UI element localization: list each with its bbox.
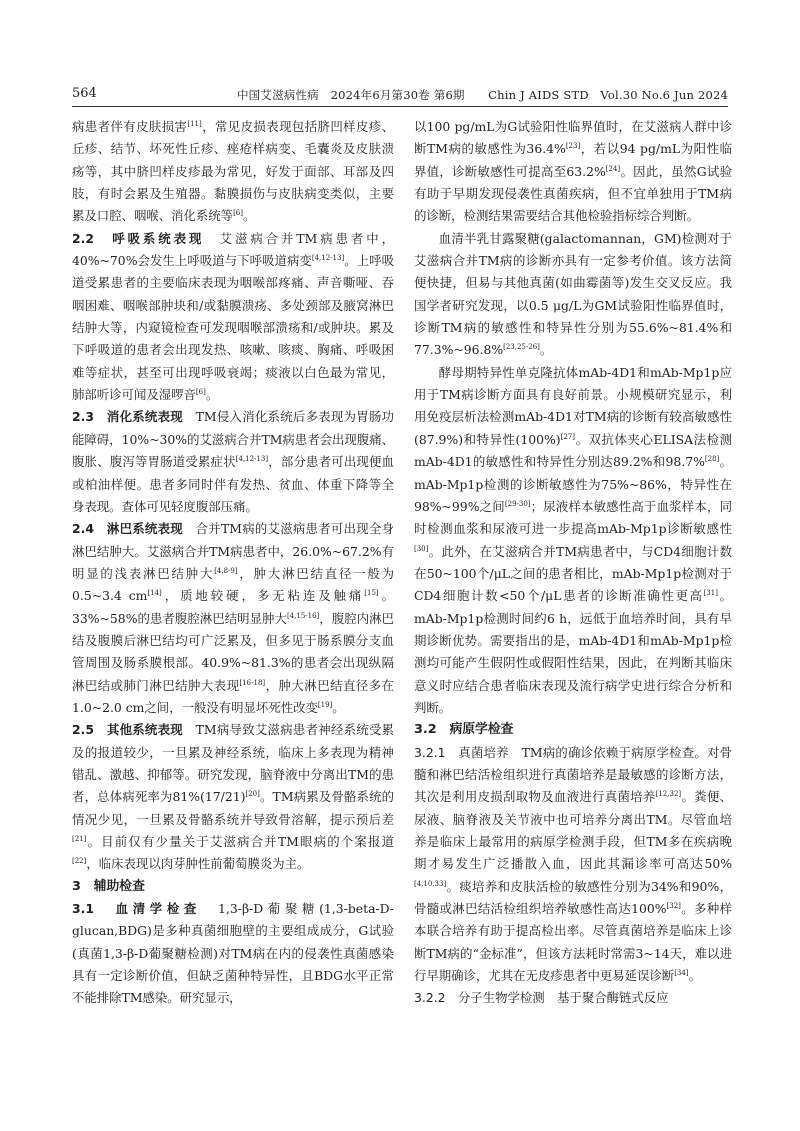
citation: [23,25-26] xyxy=(503,343,540,352)
text-run: 。此外，在艾滋病合并TM病患者中，与CD4细胞计数在50~100个/μL之间的患者相比，mAb-Mp1p检测对于CD4细胞计数<50个/μL患者的诊断准确性更高 xyxy=(414,543,732,604)
text-run: 。粪便、尿液、脑脊液及关节液中也可培养分离出TM。尽管血培养是临床上最常用的病原学检测手段，但TM多在疾病晚期才易发生广泛播散入血，因此其漏诊率可高达50% xyxy=(414,789,733,872)
citation: [30] xyxy=(414,544,429,553)
citation: [4,12-13] xyxy=(235,455,269,464)
text-run: 。 xyxy=(243,208,256,224)
text-run: 。 xyxy=(332,699,345,715)
running-title: 中国艾滋病性病 2024年6月第30卷 第6期 Chin J AIDS STD Vol.30 No.6 Jun 2024 xyxy=(236,88,728,102)
right-column xyxy=(414,116,732,1010)
text-run: 艾滋病合并TM病患者中，40%~70%会发生上呼吸道与下呼吸道病变 xyxy=(72,230,395,269)
section-3-2-heading: 3.2 病原学检查 xyxy=(414,722,514,738)
citation: [21] xyxy=(72,834,87,843)
text-run: TM侵入消化系统后多表现为胃肠功能障碍，10%~30%的艾滋病合并TM病患者会出现腹痛、腹胀、腹泻等胃肠道受累症状 xyxy=(72,409,395,470)
text-run: ，肿大淋巴结直径一般为0.5~3.4 cm xyxy=(72,565,395,604)
text-run: 合并TM病的艾滋病患者可出现全身淋巴结肿大。艾滋病合并TM病患者中，26.0%~67.2%有明显的浅表淋巴结肿大 xyxy=(72,521,395,581)
citation: [4,8-9] xyxy=(214,566,238,575)
text-run: 。 xyxy=(688,968,701,984)
text-run: ；尿液样本敏感性高于血浆样本，同时检测血浆和尿液可进一步提高mAb-Mp1p诊断敏感性 xyxy=(414,498,732,537)
citation: [4,15-16] xyxy=(286,611,320,620)
text-run: 。双抗体夹心ELISA法检测mAb-4D1的敏感性和特异性分别达89.2%和98.7% xyxy=(414,431,732,470)
text-run: 。 xyxy=(205,387,219,403)
section-heading: 2.2 呼吸系统表现 xyxy=(72,230,205,246)
text-run: ，腹腔内淋巴结及腹膜后淋巴结均可广泛累及，但多见于肠系膜分支血管周围及肠系膜根部。40.9%~81.3%的患者会出现纵隔淋巴结或肺门淋巴结肿大表现 xyxy=(72,610,394,693)
subsection-heading: 3.2.2 分子生物学检测 xyxy=(414,990,545,1006)
citation: [24] xyxy=(605,164,621,173)
section-2-3 xyxy=(72,406,394,518)
paragraph-g-test xyxy=(414,116,732,228)
text-run: 1,3-β-D葡聚糖(1,3-beta-D-glucan,BDG)是多种真菌细胞壁的主要组成成分，G试验(真菌1,3-β-D葡聚糖检测)对TM病在内的侵袭性真菌感染具有一定诊断价值，但缺乏菌种特异性，且BDG水平正常不能排除TM感染。研究显示， xyxy=(72,901,394,1006)
text-run: ，质地较硬，多无粘连及触痛 xyxy=(161,588,365,604)
text-run: 。因此，虽然G试验有助于早期发现侵袭性真菌疾病，但不宜单独用于TM病的诊断，检测结果需要结合其他检验指标综合判断。 xyxy=(414,163,732,224)
citation: [6] xyxy=(195,388,206,396)
citation: [4,12-13] xyxy=(311,253,345,262)
text-run: 。33%~58%的患者腹腔淋巴结明显肿大 xyxy=(72,588,395,626)
text-run: 。多种样本联合培养有助于提高检出率。尽管真菌培养是临床上诊断TM病的“金标准”，但该方法耗时常需3~14天，难以进行早期确诊，尤其在无皮疹患者中更易延误诊断 xyxy=(414,901,732,984)
page-header xyxy=(72,86,728,104)
text-run: 。TM病累及骨骼系统的情况少见，一旦累及骨骼系统并导致骨溶解，提示预后差 xyxy=(72,789,395,827)
text-run: 。mAb-Mp1p检测的诊断敏感性为75%~86%，特异性在98%~99%之间 xyxy=(414,454,732,514)
left-column xyxy=(72,116,394,1010)
text-run: ，临床表现以肉芽肿性前葡萄膜炎为主。 xyxy=(86,856,310,872)
paragraph-antibody xyxy=(414,362,732,720)
text-run: 血清半乳甘露聚糖(galactomannan，GM)检测对于艾滋病合并TM病的诊断亦具有一定参考价值。该方法简便快捷，但易与其他真菌(如曲霉菌等)发生交叉反应。我国学者研究发现，以0.5 μg/L为GM试验阳性临界值时，诊断TM病的敏感性和特异性分别为55.6%~81.4%和77.3%~96.8% xyxy=(414,230,732,358)
citation: [16-18] xyxy=(239,678,266,687)
text-run: 以100 pg/mL为G试验阳性临界值时，在艾滋病人群中诊断TM病的敏感性为36.4% xyxy=(414,119,732,157)
text-run: 基于聚合酶链式反应 xyxy=(544,990,669,1006)
paragraph-gm-test xyxy=(414,228,732,362)
section-2-5 xyxy=(72,719,394,875)
section-heading: 2.5 其他系统表现 xyxy=(72,722,183,738)
text-run: 。目前仅有少量关于艾滋病合并TM眼病的个案报道 xyxy=(86,834,394,849)
subsection-heading: 3.2.1 真菌培养 xyxy=(414,744,509,760)
text-run: 。上呼吸道受累患者的主要临床表现为咽喉部疼痛、声音嘶哑、吞咽困难、咽喉部肿块和/或黏膜溃疡、多处颈部及腋窝淋巴结肿大等，内窥镜检查可发现咽喉部溃疡和/或肿块。累及下呼吸道的患者会出现发热、咳嗽、咳痰、胸痛、呼吸困难等症状，甚至可出现呼吸衰竭；痰液以白色最为常见，肺部听诊可闻及湿啰音 xyxy=(72,253,394,403)
citation: [14] xyxy=(147,589,162,598)
section-3-2-1 xyxy=(414,742,732,988)
citation: [34] xyxy=(674,968,689,977)
text-run: ，肿大淋巴结直径多在1.0~2.0 cm之间，一般没有明显坏死性改变 xyxy=(72,677,395,715)
section-3-heading: 3 辅助检查 xyxy=(72,878,145,894)
citation: [32] xyxy=(666,901,681,910)
citation: [28] xyxy=(704,455,720,464)
citation: [12,32] xyxy=(655,790,682,799)
section-3-1 xyxy=(72,898,394,1010)
citation: [29-30] xyxy=(504,499,531,508)
text-run: ，常见皮损表现包括脐凹样皮疹、丘疹、结节、坏死性丘疹、痤疮样病变、毛囊炎及皮肤溃疡等，其中脐凹样皮疹最为常见，好发于面部、耳部及四肢，有时会累及生殖器。黏膜损伤与皮肤病变类似，主要累及口腔、咽喉、消化系统等 xyxy=(72,119,394,224)
header-rule xyxy=(72,106,728,107)
section-heading: 2.4 淋巴系统表现 xyxy=(72,521,183,537)
section-heading: 2.3 消化系统表现 xyxy=(72,409,183,425)
citation: [11] xyxy=(187,119,202,128)
text-run: ，部分患者可出现便血或柏油样便。患者多同时伴有发热、贫血、体重下降等全身表现。查体可见轻度腹部压痛。 xyxy=(72,454,395,514)
page-number: 564 xyxy=(72,86,97,101)
text-run: 。 xyxy=(539,342,553,358)
text-run: 酵母期特异性单克隆抗体mAb-4D1和mAb-Mp1p应用于TM病诊断方面具有良好前景。小规模研究显示，利用免疫层析法检测mAb-4D1对TM病的诊断有较高敏感性(87.9%)和特异性(100%) xyxy=(414,364,732,447)
citation: [27] xyxy=(560,432,575,441)
paragraph-skin xyxy=(72,116,394,228)
text-run: TM病导致艾滋病患者神经系统受累及的报道较少，一旦累及神经系统，临床上多表现为精神错乱、激越、抑郁等。研究发现，脑脊液中分离出TM的患者，总体病死率为81%(17/21) xyxy=(72,722,395,805)
citation: [4,10,33] xyxy=(414,879,447,888)
text-run: TM病的确诊依赖于病原学检查。对骨髓和淋巴结活检组织进行真菌培养是最敏感的诊断方法，其次是利用皮损刮取物及血液进行真菌培养 xyxy=(414,744,733,805)
citation: [20] xyxy=(245,790,260,799)
section-2-2 xyxy=(72,228,394,407)
section-3-2-2 xyxy=(414,987,732,1009)
section-heading: 3.1 血清学检查 xyxy=(72,901,201,917)
text-run: 病患者伴有皮肤损害 xyxy=(72,119,188,134)
citation: [15] xyxy=(364,589,379,598)
citation: [22] xyxy=(72,857,87,866)
text-run: ，若以94 pg/mL为阳性临界值，诊断敏感性可提高至63.2% xyxy=(414,141,732,179)
citation: [31] xyxy=(703,589,718,598)
citation: [23] xyxy=(565,142,581,151)
text-run: 。痰培养和皮肤活检的敏感性分别为34%和90%，骨髓或淋巴结活检组织培养敏感性高达100% xyxy=(414,878,732,917)
text-run: 。mAb-Mp1p检测时间约6 h，远低于血培养时间，具有早期诊断优势。需要指出的是，mAb-4D1和mAb-Mp1p检测均可能产生假阴性或假阳性结果，因此，在判断其临床意义时应结合患者临床表现及流行病学史进行综合分析和判断。 xyxy=(414,588,732,715)
citation: [19] xyxy=(317,700,333,709)
section-2-4 xyxy=(72,518,394,719)
citation: [6] xyxy=(233,209,243,218)
